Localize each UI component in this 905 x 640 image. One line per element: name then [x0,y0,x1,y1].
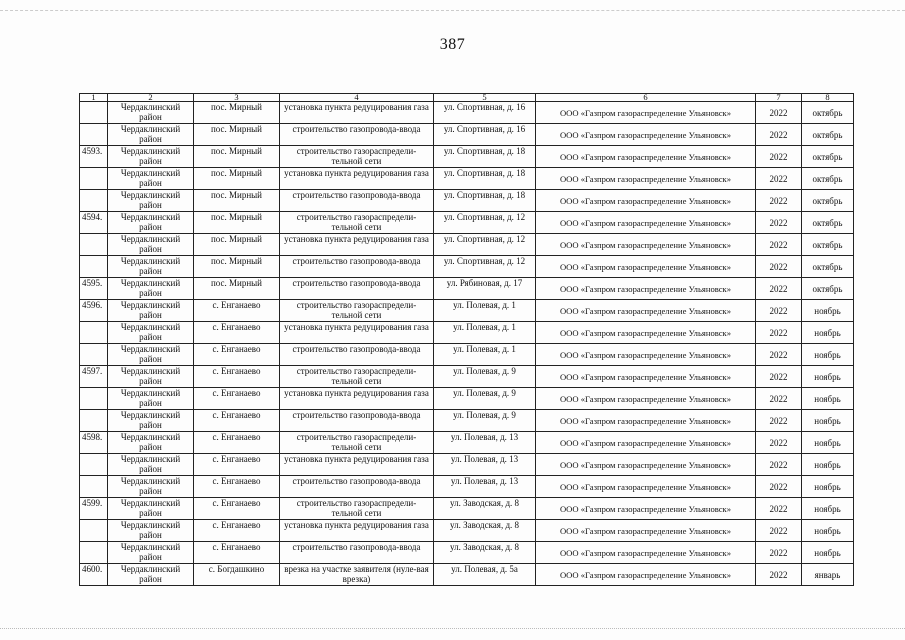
work-type-cell: установка пункта редуцирования газа [280,102,434,124]
entry-number: 4600. [80,564,108,586]
month-cell: ноябрь [802,366,854,388]
entry-number [80,520,108,542]
work-type-cell: строительство газопровода-ввода [280,410,434,432]
address-cell: ул. Спортивная, д. 18 [434,168,536,190]
work-type-cell: строительство газораспредели-тельной сети [280,366,434,388]
table-row [80,564,854,586]
year-cell: 2022 [756,190,802,212]
locality-cell: с. Енганаево [194,454,280,476]
district-cell: Чердаклинский район [108,278,194,300]
organization-cell: ООО «Газпром газораспределение Ульяновск» [536,190,756,212]
table-row [80,432,854,454]
entry-number: 4597. [80,366,108,388]
organization-cell: ООО «Газпром газораспределение Ульяновск» [536,146,756,168]
organization-cell: ООО «Газпром газораспределение Ульяновск» [536,542,756,564]
district-cell: Чердаклинский район [108,102,194,124]
entry-number [80,454,108,476]
entry-number [80,190,108,212]
locality-cell: пос. Мирный [194,278,280,300]
year-cell: 2022 [756,256,802,278]
year-cell: 2022 [756,212,802,234]
year-cell: 2022 [756,388,802,410]
address-cell: ул. Рябиновая, д. 17 [434,278,536,300]
district-cell: Чердаклинский район [108,256,194,278]
locality-cell: с. Енганаево [194,432,280,454]
locality-cell: с. Енганаево [194,388,280,410]
organization-cell: ООО «Газпром газораспределение Ульяновск» [536,564,756,586]
year-cell: 2022 [756,146,802,168]
table-row [80,278,854,300]
work-type-cell: установка пункта редуцирования газа [280,234,434,256]
table-row [80,542,854,564]
address-cell: ул. Спортивная, д. 16 [434,102,536,124]
district-cell: Чердаклинский район [108,300,194,322]
entry-number [80,168,108,190]
address-cell: ул. Полевая, д. 5а [434,564,536,586]
locality-cell: с. Енганаево [194,322,280,344]
year-cell: 2022 [756,498,802,520]
month-cell: октябрь [802,212,854,234]
table-row [80,322,854,344]
locality-cell: с. Енганаево [194,366,280,388]
district-cell: Чердаклинский район [108,124,194,146]
work-type-cell: установка пункта редуцирования газа [280,322,434,344]
work-type-cell: врезка на участке заявителя (нуле-вая врезка) [280,564,434,586]
month-cell: ноябрь [802,344,854,366]
address-cell: ул. Полевая, д. 9 [434,410,536,432]
month-cell: ноябрь [802,476,854,498]
organization-cell: ООО «Газпром газораспределение Ульяновск» [536,212,756,234]
organization-cell: ООО «Газпром газораспределение Ульяновск» [536,168,756,190]
district-cell: Чердаклинский район [108,146,194,168]
organization-cell: ООО «Газпром газораспределение Ульяновск» [536,124,756,146]
locality-cell: пос. Мирный [194,190,280,212]
month-cell: ноябрь [802,432,854,454]
entry-number: 4593. [80,146,108,168]
month-cell: октябрь [802,146,854,168]
work-type-cell: установка пункта редуцирования газа [280,168,434,190]
month-cell: октябрь [802,168,854,190]
district-cell: Чердаклинский район [108,564,194,586]
work-type-cell: строительство газопровода-ввода [280,542,434,564]
entry-number [80,234,108,256]
organization-cell: ООО «Газпром газораспределение Ульяновск» [536,322,756,344]
address-cell: ул. Полевая, д. 9 [434,388,536,410]
entry-number [80,542,108,564]
organization-cell: ООО «Газпром газораспределение Ульяновск» [536,520,756,542]
address-cell: ул. Полевая, д. 13 [434,454,536,476]
organization-cell: ООО «Газпром газораспределение Ульяновск» [536,410,756,432]
address-cell: ул. Спортивная, д. 12 [434,212,536,234]
address-cell: ул. Спортивная, д. 12 [434,256,536,278]
locality-cell: с. Енганаево [194,542,280,564]
month-cell: ноябрь [802,300,854,322]
locality-cell: с. Енганаево [194,498,280,520]
locality-cell: пос. Мирный [194,234,280,256]
organization-cell: ООО «Газпром газораспределение Ульяновск» [536,300,756,322]
address-cell: ул. Полевая, д. 1 [434,322,536,344]
work-type-cell: строительство газораспредели-тельной сети [280,498,434,520]
district-cell: Чердаклинский район [108,498,194,520]
table-row [80,146,854,168]
entry-number [80,410,108,432]
locality-cell: пос. Мирный [194,124,280,146]
table-row [80,366,854,388]
year-cell: 2022 [756,520,802,542]
month-cell: октябрь [802,124,854,146]
locality-cell: с. Енганаево [194,300,280,322]
district-cell: Чердаклинский район [108,344,194,366]
locality-cell: с. Енганаево [194,520,280,542]
year-cell: 2022 [756,476,802,498]
month-cell: октябрь [802,102,854,124]
address-cell: ул. Заводская, д. 8 [434,520,536,542]
district-cell: Чердаклинский район [108,366,194,388]
month-cell: январь [802,564,854,586]
gasification-schedule-table [79,93,854,586]
table-row [80,168,854,190]
organization-cell: ООО «Газпром газораспределение Ульяновск» [536,432,756,454]
month-cell: октябрь [802,278,854,300]
district-cell: Чердаклинский район [108,410,194,432]
district-cell: Чердаклинский район [108,432,194,454]
year-cell: 2022 [756,300,802,322]
year-cell: 2022 [756,564,802,586]
work-type-cell: строительство газораспредели-тельной сети [280,212,434,234]
table-row [80,190,854,212]
district-cell: Чердаклинский район [108,168,194,190]
district-cell: Чердаклинский район [108,234,194,256]
address-cell: ул. Спортивная, д. 18 [434,190,536,212]
column-number: 6 [536,94,756,102]
table-row [80,234,854,256]
work-type-cell: строительство газопровода-ввода [280,124,434,146]
table-row [80,410,854,432]
column-number: 5 [434,94,536,102]
scan-edge-top [0,10,905,11]
locality-cell: пос. Мирный [194,212,280,234]
address-cell: ул. Заводская, д. 8 [434,542,536,564]
organization-cell: ООО «Газпром газораспределение Ульяновск» [536,256,756,278]
organization-cell: ООО «Газпром газораспределение Ульяновск» [536,454,756,476]
district-cell: Чердаклинский район [108,454,194,476]
entry-number [80,476,108,498]
district-cell: Чердаклинский район [108,190,194,212]
address-cell: ул. Спортивная, д. 18 [434,146,536,168]
organization-cell: ООО «Газпром газораспределение Ульяновск» [536,366,756,388]
month-cell: октябрь [802,234,854,256]
district-cell: Чердаклинский район [108,212,194,234]
work-type-cell: строительство газопровода-ввода [280,344,434,366]
column-number: 2 [108,94,194,102]
month-cell: октябрь [802,256,854,278]
entry-number [80,102,108,124]
work-type-cell: строительство газораспредели-тельной сети [280,432,434,454]
work-type-cell: строительство газопровода-ввода [280,476,434,498]
district-cell: Чердаклинский район [108,476,194,498]
organization-cell: ООО «Газпром газораспределение Ульяновск» [536,234,756,256]
year-cell: 2022 [756,410,802,432]
entry-number: 4598. [80,432,108,454]
month-cell: октябрь [802,190,854,212]
entry-number [80,322,108,344]
work-type-cell: установка пункта редуцирования газа [280,454,434,476]
month-cell: ноябрь [802,520,854,542]
locality-cell: пос. Мирный [194,256,280,278]
entry-number [80,388,108,410]
entry-number: 4595. [80,278,108,300]
page-number: 387 [439,36,466,53]
table-row [80,520,854,542]
address-cell: ул. Спортивная, д. 12 [434,234,536,256]
entry-number: 4599. [80,498,108,520]
table-row [80,344,854,366]
organization-cell: ООО «Газпром газораспределение Ульяновск» [536,344,756,366]
address-cell: ул. Полевая, д. 9 [434,366,536,388]
table-row [80,454,854,476]
year-cell: 2022 [756,168,802,190]
table-row [80,476,854,498]
year-cell: 2022 [756,234,802,256]
locality-cell: с. Енганаево [194,476,280,498]
year-cell: 2022 [756,542,802,564]
district-cell: Чердаклинский район [108,520,194,542]
table-row [80,498,854,520]
organization-cell: ООО «Газпром газораспределение Ульяновск» [536,498,756,520]
scan-edge-bottom [0,628,905,629]
work-type-cell: установка пункта редуцирования газа [280,520,434,542]
year-cell: 2022 [756,454,802,476]
work-type-cell: строительство газопровода-ввода [280,190,434,212]
column-number-row [80,94,854,102]
district-cell: Чердаклинский район [108,542,194,564]
locality-cell: пос. Мирный [194,146,280,168]
address-cell: ул. Полевая, д. 13 [434,476,536,498]
column-number: 7 [756,94,802,102]
locality-cell: пос. Мирный [194,102,280,124]
year-cell: 2022 [756,102,802,124]
month-cell: ноябрь [802,322,854,344]
locality-cell: с. Богдашкино [194,564,280,586]
year-cell: 2022 [756,432,802,454]
work-type-cell: строительство газопровода-ввода [280,278,434,300]
year-cell: 2022 [756,124,802,146]
month-cell: ноябрь [802,388,854,410]
work-type-cell: установка пункта редуцирования газа [280,388,434,410]
column-number: 1 [80,94,108,102]
year-cell: 2022 [756,344,802,366]
district-cell: Чердаклинский район [108,322,194,344]
column-number: 8 [802,94,854,102]
locality-cell: с. Енганаево [194,344,280,366]
work-type-cell: строительство газораспредели-тельной сети [280,146,434,168]
locality-cell: с. Енганаево [194,410,280,432]
column-number: 3 [194,94,280,102]
organization-cell: ООО «Газпром газораспределение Ульяновск» [536,102,756,124]
month-cell: ноябрь [802,498,854,520]
entry-number [80,256,108,278]
table-row [80,212,854,234]
address-cell: ул. Спортивная, д. 16 [434,124,536,146]
address-cell: ул. Заводская, д. 8 [434,498,536,520]
entry-number: 4594. [80,212,108,234]
work-type-cell: строительство газопровода-ввода [280,256,434,278]
table-row [80,300,854,322]
address-cell: ул. Полевая, д. 13 [434,432,536,454]
table-row [80,388,854,410]
month-cell: ноябрь [802,542,854,564]
work-type-cell: строительство газораспредели-тельной сети [280,300,434,322]
organization-cell: ООО «Газпром газораспределение Ульяновск» [536,476,756,498]
entry-number [80,344,108,366]
column-number: 4 [280,94,434,102]
address-cell: ул. Полевая, д. 1 [434,344,536,366]
table-row [80,124,854,146]
organization-cell: ООО «Газпром газораспределение Ульяновск» [536,278,756,300]
year-cell: 2022 [756,322,802,344]
organization-cell: ООО «Газпром газораспределение Ульяновск» [536,388,756,410]
address-cell: ул. Полевая, д. 1 [434,300,536,322]
month-cell: ноябрь [802,410,854,432]
month-cell: ноябрь [802,454,854,476]
year-cell: 2022 [756,366,802,388]
entry-number [80,124,108,146]
district-cell: Чердаклинский район [108,388,194,410]
year-cell: 2022 [756,278,802,300]
entry-number: 4596. [80,300,108,322]
table-row [80,102,854,124]
table-row [80,256,854,278]
locality-cell: пос. Мирный [194,168,280,190]
